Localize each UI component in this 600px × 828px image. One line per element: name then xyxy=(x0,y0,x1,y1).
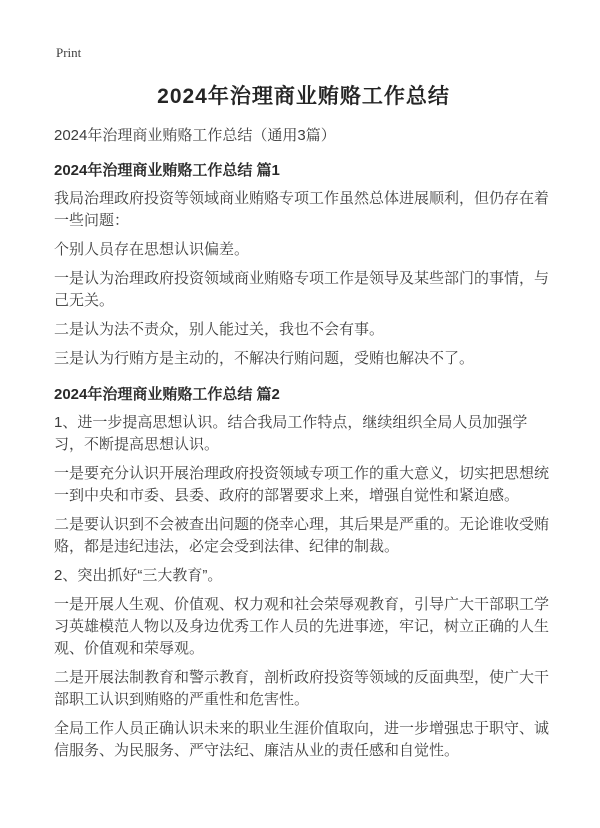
body-paragraph: 1、进一步提高思想认识。结合我局工作特点，继续组织全局人员加强学习，不断提高思想认识。 xyxy=(54,414,528,453)
body-paragraph: 全局工作人员正确认识未来的职业生涯价值取向，进一步增强忠于职守、诚信服务、为民服务、严守法纪、廉洁从业的责任感和自觉性。 xyxy=(54,720,550,759)
body-paragraph: 二是认为法不责众，别人能过关，我也不会有事。 xyxy=(54,321,385,338)
print-button[interactable]: Print xyxy=(56,45,82,60)
body-paragraph: 2、突出抓好“三大教育”。 xyxy=(54,567,223,584)
body-paragraph: 二是开展法制教育和警示教育，剖析政府投资等领域的反面典型，使广大干部职工认识到贿赂的严重性和危害性。 xyxy=(54,669,550,708)
section-1-heading: 2024年治理商业贿赂工作总结 篇1 xyxy=(54,162,280,179)
body-paragraph: 三是认为行贿方是主动的，不解决行贿问题，受贿也解决不了。 xyxy=(54,350,475,367)
body-paragraph: 个别人员存在思想认识偏差。 xyxy=(54,241,250,258)
body-paragraph: 我局治理政府投资等领域商业贿赂专项工作虽然总体进展顺利，但仍存在着一些问题： xyxy=(54,190,550,229)
section-2-heading: 2024年治理商业贿赂工作总结 篇2 xyxy=(54,386,280,403)
section-2 xyxy=(54,384,553,762)
body-paragraph: 一是开展人生观、价值观、权力观和社会荣辱观教育，引导广大干部职工学习英雄模范人物以及身边优秀工作人员的先进事迹，牢记，树立正确的人生观、价值观和荣辱观。 xyxy=(54,596,550,657)
body-paragraph: 一是要充分认识开展治理政府投资领域专项工作的重大意义，切实把思想统一到中央和市委、县委、政府的部署要求上来，增强自觉性和紧迫感。 xyxy=(54,465,550,504)
body-paragraph: 二是要认识到不会被查出问题的侥幸心理，其后果是严重的。无论谁收受贿赂，都是违纪违法，必定会受到法律、纪律的制裁。 xyxy=(54,516,550,555)
section-1 xyxy=(54,160,553,370)
doc-subtitle: 2024年治理商业贿赂工作总结（通用3篇） xyxy=(54,127,336,144)
body-paragraph: 一是认为治理政府投资领域商业贿赂专项工作是领导及某些部门的事情，与己无关。 xyxy=(54,270,550,309)
page-title: 2024年治理商业贿赂工作总结 xyxy=(157,85,450,108)
